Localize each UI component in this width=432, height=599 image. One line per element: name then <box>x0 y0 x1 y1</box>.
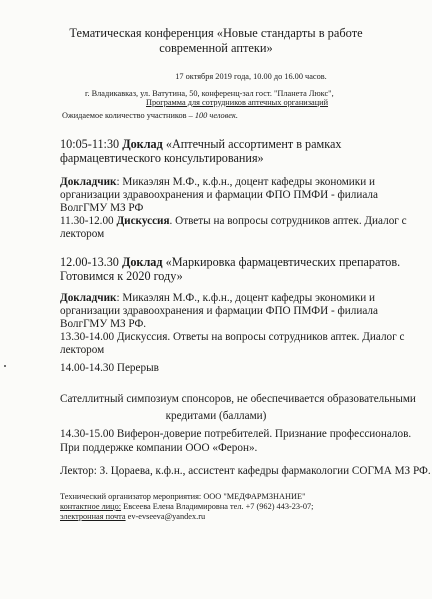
session-2-report <box>60 255 400 269</box>
satellite-line-2: кредитами (баллами) <box>165 410 267 422</box>
session-1-speaker-label: Докладчик <box>60 176 117 188</box>
session-1-speaker-l1 <box>60 176 375 190</box>
session-1-speaker-l3: ВолгГМУ МЗ РФ <box>60 202 144 214</box>
session-1-discussion-l2: лектором <box>60 228 105 240</box>
satellite-lector: Лектор: З. Цораева, к.ф.н., ассистент кафедры фармакологии СОГМА МЗ РФ. <box>60 465 431 477</box>
satellite-line-1: Сателлитный симпозиум спонсоров, не обеспечивается образовательными <box>60 393 416 405</box>
session-1-report-word: Доклад <box>122 137 163 151</box>
break-line: 14.00-14.30 Перерыв <box>60 362 159 374</box>
session-1-title-l2: фармацевтического консультирования» <box>60 151 264 165</box>
footer-organizer: Технический организатор мероприятия: ООО "МЕДФАРМЗНАНИЕ" <box>60 492 306 501</box>
session-2-time: 12.00-13.30 <box>60 255 122 269</box>
footer-contact-label: контактное лицо: <box>60 502 122 511</box>
session-1-discussion-l1 <box>60 215 407 229</box>
expected-participants-count: 100 человек. <box>194 111 238 120</box>
footer-contact-value: Евсеева Елена Владимировна тел. +7 (962) 443-23-07; <box>121 502 314 511</box>
event-venue: г. Владикавказ, ул. Ватутина, 50, конференц-зал гост. "Планета Люкс", <box>85 89 334 98</box>
program-audience-text: Программа для сотрудников аптечных организаций <box>146 98 329 107</box>
title-line-1: Тематическая конференция «Новые стандарты в работе <box>69 26 363 40</box>
session-1-speaker-text: : Микаэлян М.Ф., к.ф.н., доцент кафедры экономики и <box>116 176 375 188</box>
footer-email-value: ev-evseeva@yandex.ru <box>125 512 206 521</box>
expected-participants-label: Ожидаемое количество участников – <box>62 111 195 120</box>
session-2-discussion-l1: 13.30-14.00 Дискуссия. Ответы на вопросы сотрудников аптек. Диалог с <box>60 331 405 343</box>
session-2-title-l2: Готовимся к 2020 году» <box>60 269 183 283</box>
title-line-2: современной аптеки» <box>159 41 273 55</box>
satellite-item-l1: 14.30-15.00 Виферон-доверие потребителей. Признание профессионалов. <box>60 428 412 440</box>
session-2-title-l1: «Маркировка фармацевтических препаратов. <box>162 255 401 269</box>
session-2-speaker-l2: организации здравоохранения и фармации ФПО ПМФИ - филиала <box>60 305 378 317</box>
session-1-discussion-word: Дискуссия <box>116 215 170 227</box>
expected-participants <box>62 111 238 120</box>
session-2-report-word: Доклад <box>121 255 163 269</box>
session-1-report <box>60 137 341 151</box>
session-2-speaker-text: : Микаэлян М.Ф., к.ф.н., доцент кафедры экономики и <box>116 292 375 304</box>
footer-email <box>60 512 205 521</box>
session-1-discussion-text: . Ответы на вопросы сотрудников аптек. Диалог с <box>169 215 407 227</box>
scan-speck <box>4 365 6 367</box>
satellite-item-l2: При поддержке компании ООО «Ферон». <box>60 442 258 454</box>
footer-email-label: электронная почта <box>60 512 126 521</box>
session-1-title-l1: «Аптечный ассортимент в рамках <box>162 137 342 151</box>
footer-contact <box>60 502 313 511</box>
session-1-time: 10:05-11:30 <box>60 137 123 151</box>
session-1-speaker-l2: организации здравоохранения и фармации ФПО ПМФИ - филиала <box>60 189 378 201</box>
session-1-discussion-time: 11.30-12.00 <box>60 215 117 227</box>
session-2-speaker-l1 <box>60 292 375 306</box>
event-date-time: 17 октября 2019 года, 10.00 до 16.00 часов. <box>175 72 327 81</box>
session-2-speaker-label: Докладчик <box>60 292 117 304</box>
session-2-discussion-l2: лектором <box>60 344 105 356</box>
session-2-speaker-l3: ВолгГМУ МЗ РФ. <box>60 318 147 330</box>
program-audience <box>146 98 328 107</box>
